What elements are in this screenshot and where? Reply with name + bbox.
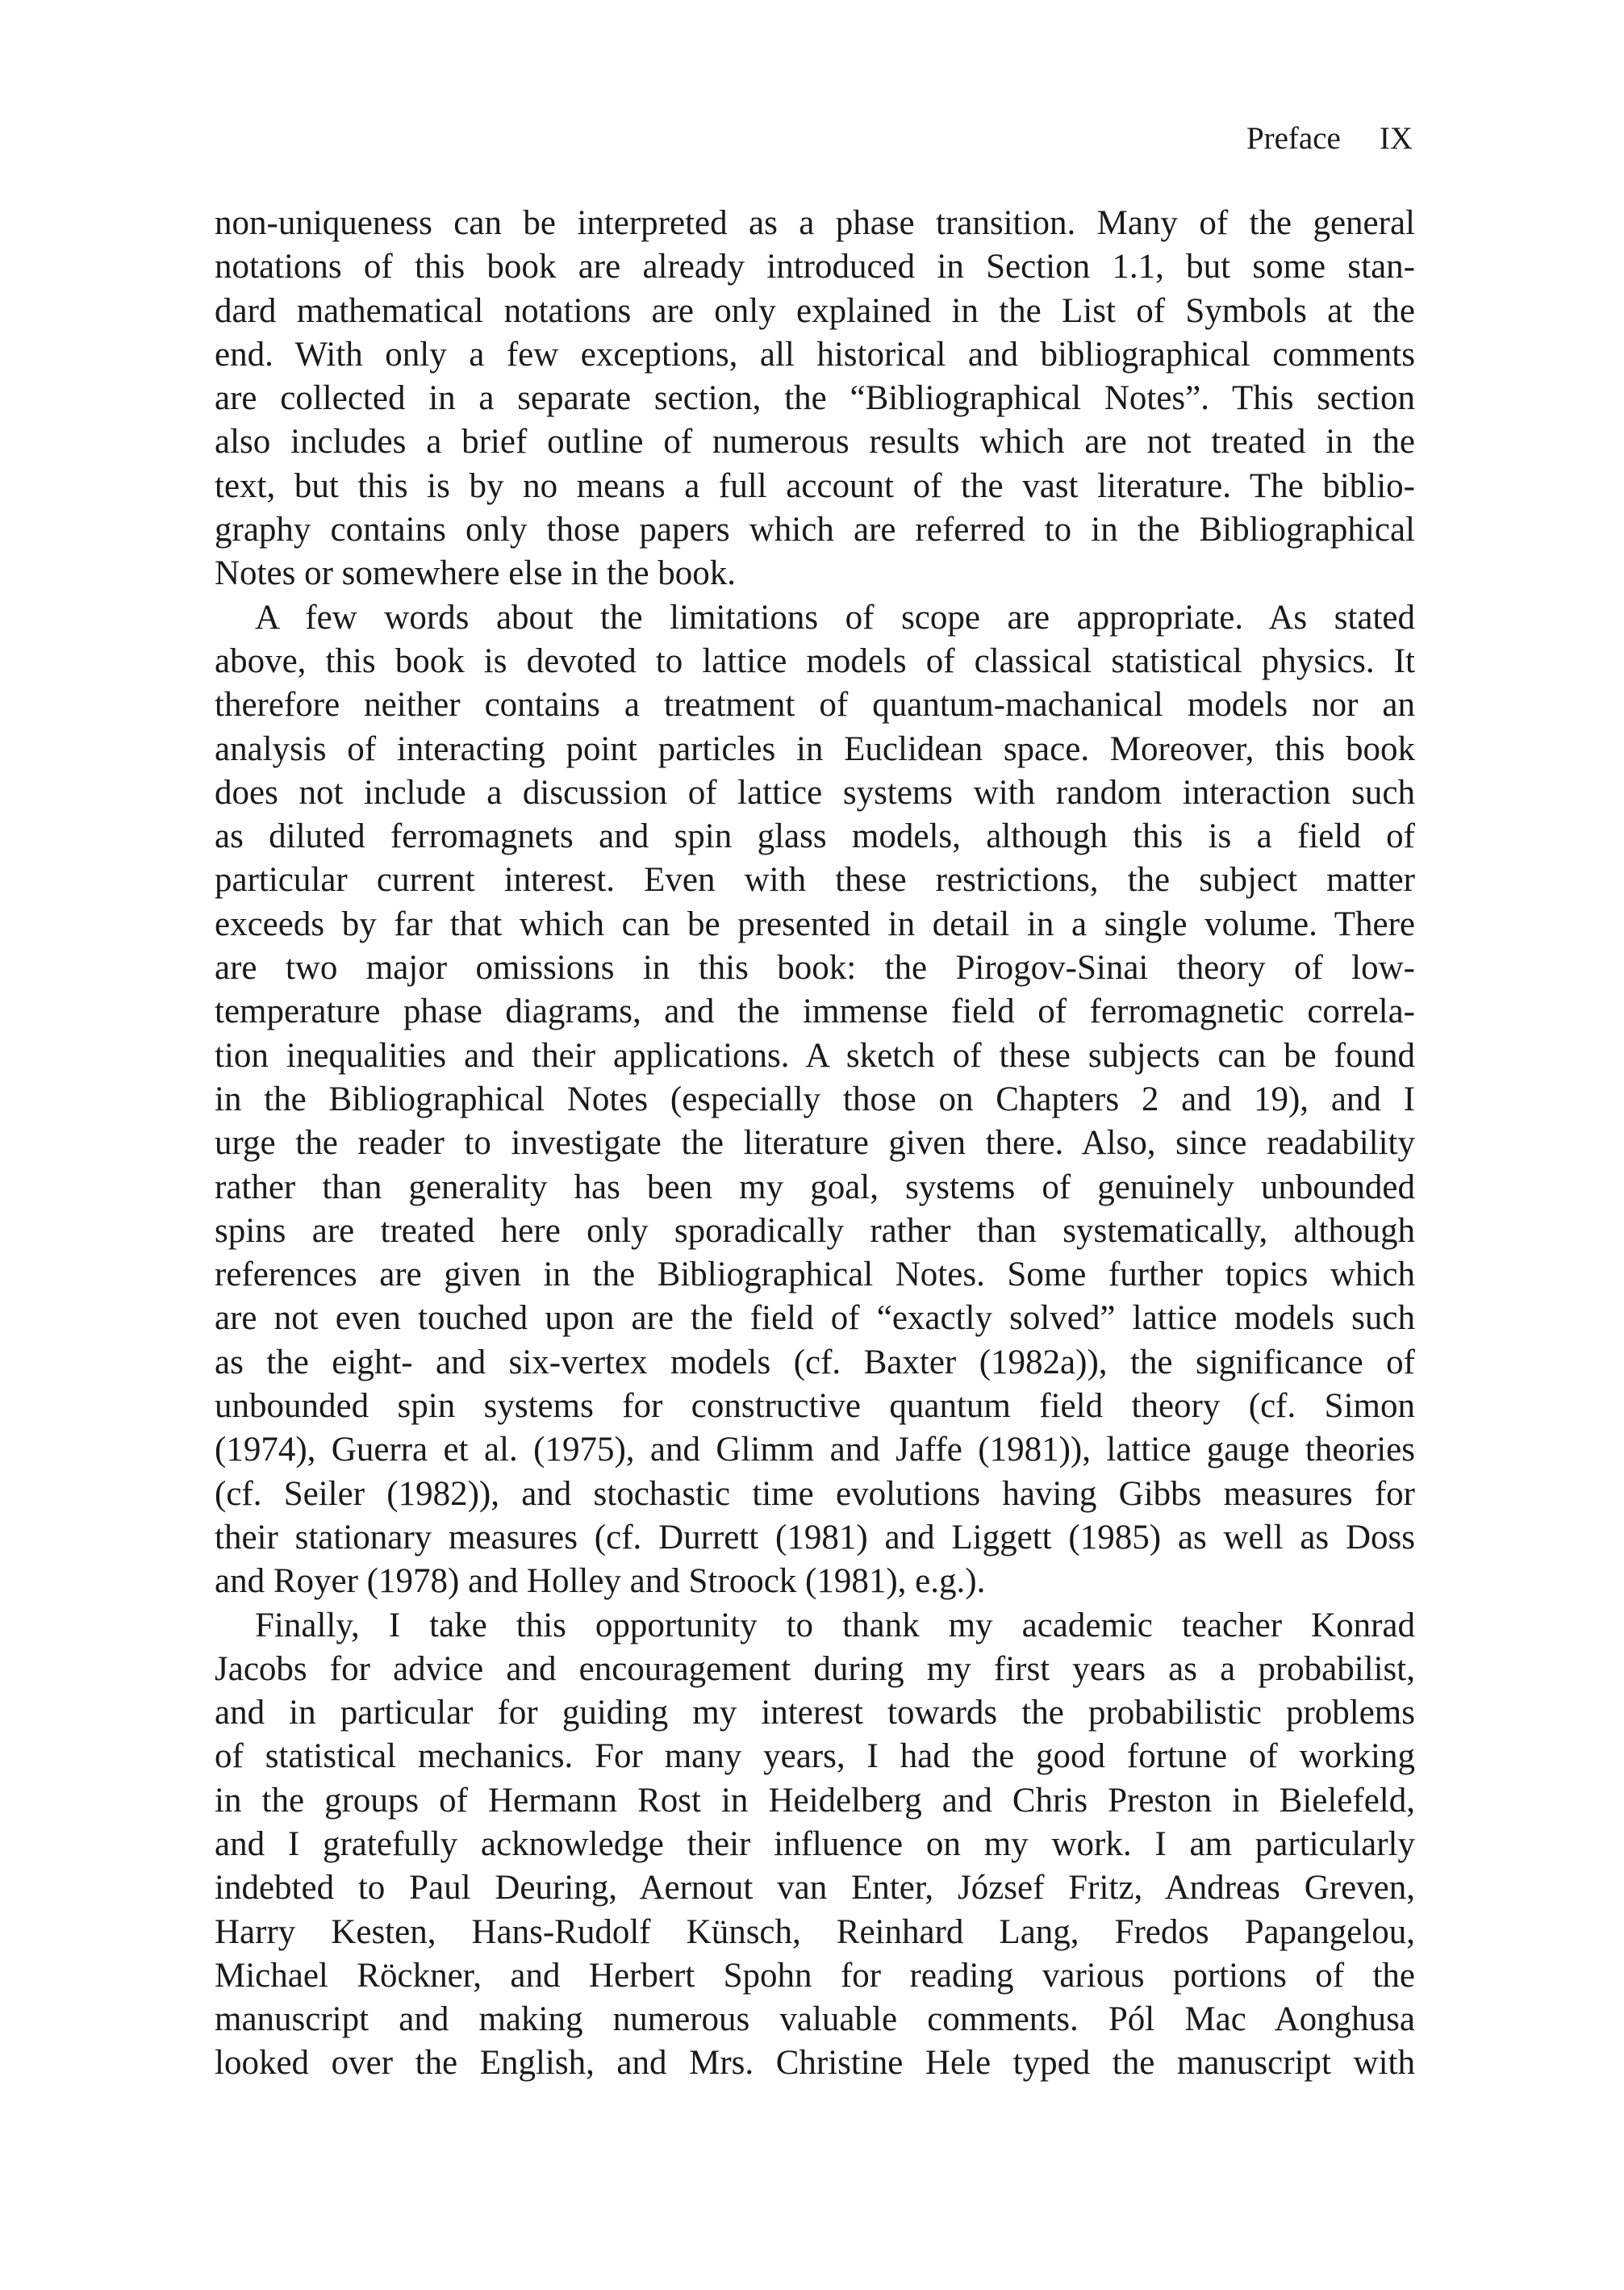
text-line: are two major omissions in this book: the Pirogov-Sinai theory of low- [215,949,1415,988]
text-line: of statistical mechanics. For many years, I had the good fortune of working [215,1737,1415,1776]
text-line: above, this book is devoted to lattice models of classical statistical physics. It [215,641,1415,680]
text-line: and Royer (1978) and Holley and Stroock (1981), e.g.). [215,1562,986,1601]
text-line: looked over the English, and Mrs. Christine Hele typed the manuscript with [215,2044,1415,2083]
text-line: references are given in the Bibliographical Notes. Some further topics which [215,1256,1415,1294]
text-line: as diluted ferromagnets and spin glass models, although this is a field of [215,817,1415,856]
text-line: spins are treated here only sporadically rather than systematically, although [215,1211,1415,1250]
text-line: non-uniqueness can be interpreted as a phase transition. Many of the general [215,204,1415,242]
text-line: and I gratefully acknowledge their influence on my work. I am particularly [215,1824,1415,1863]
text-line: tion inequalities and their applications. A sketch of these subjects can be found [215,1036,1415,1075]
text-line: therefore neither contains a treatment of quantum-machanical models nor an [215,686,1415,725]
text-line: rather than generality has been my goal, systems of genuinely unbounded [215,1168,1415,1206]
text-line: dard mathematical notations are only explained in the List of Symbols at the [215,291,1415,330]
paragraph-limitations-of-scope [215,596,1415,1604]
text-line: as the eight- and six-vertex models (cf. Baxter (1982a)), the significance of [215,1343,1415,1381]
paragraph-continuation [215,202,1415,596]
text-line: exceeds by far that which can be presented in detail in a single volume. There [215,905,1415,943]
page-number: IX [1379,121,1413,156]
text-line: urge the reader to investigate the literature given there. Also, since readability [215,1124,1415,1163]
paragraph-acknowledgements [215,1604,1415,2086]
text-line: graphy contains only those papers which are referred to in the Bibliographical [215,511,1415,550]
running-head-title: Preface [1246,121,1341,156]
text-line: notations of this book are already introduced in Section 1.1, but some stan- [215,248,1415,286]
text-line: Harry Kesten, Hans-Rudolf Künsch, Reinhard Lang, Fredos Papangelou, [215,1912,1415,1951]
text-line: Michael Röckner, and Herbert Spohn for reading various portions of the [215,1956,1415,1995]
text-line: their stationary measures (cf. Durrett (1981) and Liggett (1985) as well as Doss [215,1518,1415,1557]
running-head [1246,119,1413,158]
text-line: manuscript and making numerous valuable comments. Pól Mac Aonghusa [215,2000,1415,2039]
text-line: also includes a brief outline of numerous results which are not treated in the [215,423,1415,462]
text-line: A few words about the limitations of scope are appropriate. As stated [255,598,1415,637]
text-line: Jacobs for advice and encouragement during my first years as a probabilist, [215,1649,1415,1688]
text-line: temperature phase diagrams, and the immense field of ferromagnetic correla- [215,992,1415,1031]
text-line: unbounded spin systems for constructive quantum field theory (cf. Simon [215,1387,1415,1426]
text-line: does not include a discussion of lattice systems with random interaction such [215,773,1415,812]
text-line: end. With only a few exceptions, all historical and bibliographical comments [215,335,1415,374]
text-line: are collected in a separate section, the “Bibliographical Notes”. This section [215,379,1415,418]
text-line: (1974), Guerra et al. (1975), and Glimm and Jaffe (1981)), lattice gauge theories [215,1431,1415,1469]
text-line: particular current interest. Even with these restrictions, the subject matter [215,861,1415,900]
body-text [215,202,1415,2086]
text-line: in the groups of Hermann Rost in Heidelberg and Chris Preston in Bielefeld, [215,1781,1415,1820]
text-line: are not even touched upon are the field of “exactly solved” lattice models such [215,1299,1415,1338]
text-line: text, but this is by no means a full account of the vast literature. The biblio- [215,466,1415,505]
text-line: indebted to Paul Deuring, Aernout van Enter, József Fritz, Andreas Greven, [215,1869,1415,1908]
text-line: Notes or somewhere else in the book. [215,554,737,593]
text-line: analysis of interacting point particles in Euclidean space. Moreover, this book [215,729,1415,768]
text-line: in the Bibliographical Notes (especially those on Chapters 2 and 19), and I [215,1080,1415,1118]
text-line: and in particular for guiding my interest towards the probabilistic problems [215,1694,1415,1732]
text-line: Finally, I take this opportunity to thank my academic teacher Konrad [255,1606,1415,1644]
text-line: (cf. Seiler (1982)), and stochastic time evolutions having Gibbs measures for [215,1474,1415,1513]
